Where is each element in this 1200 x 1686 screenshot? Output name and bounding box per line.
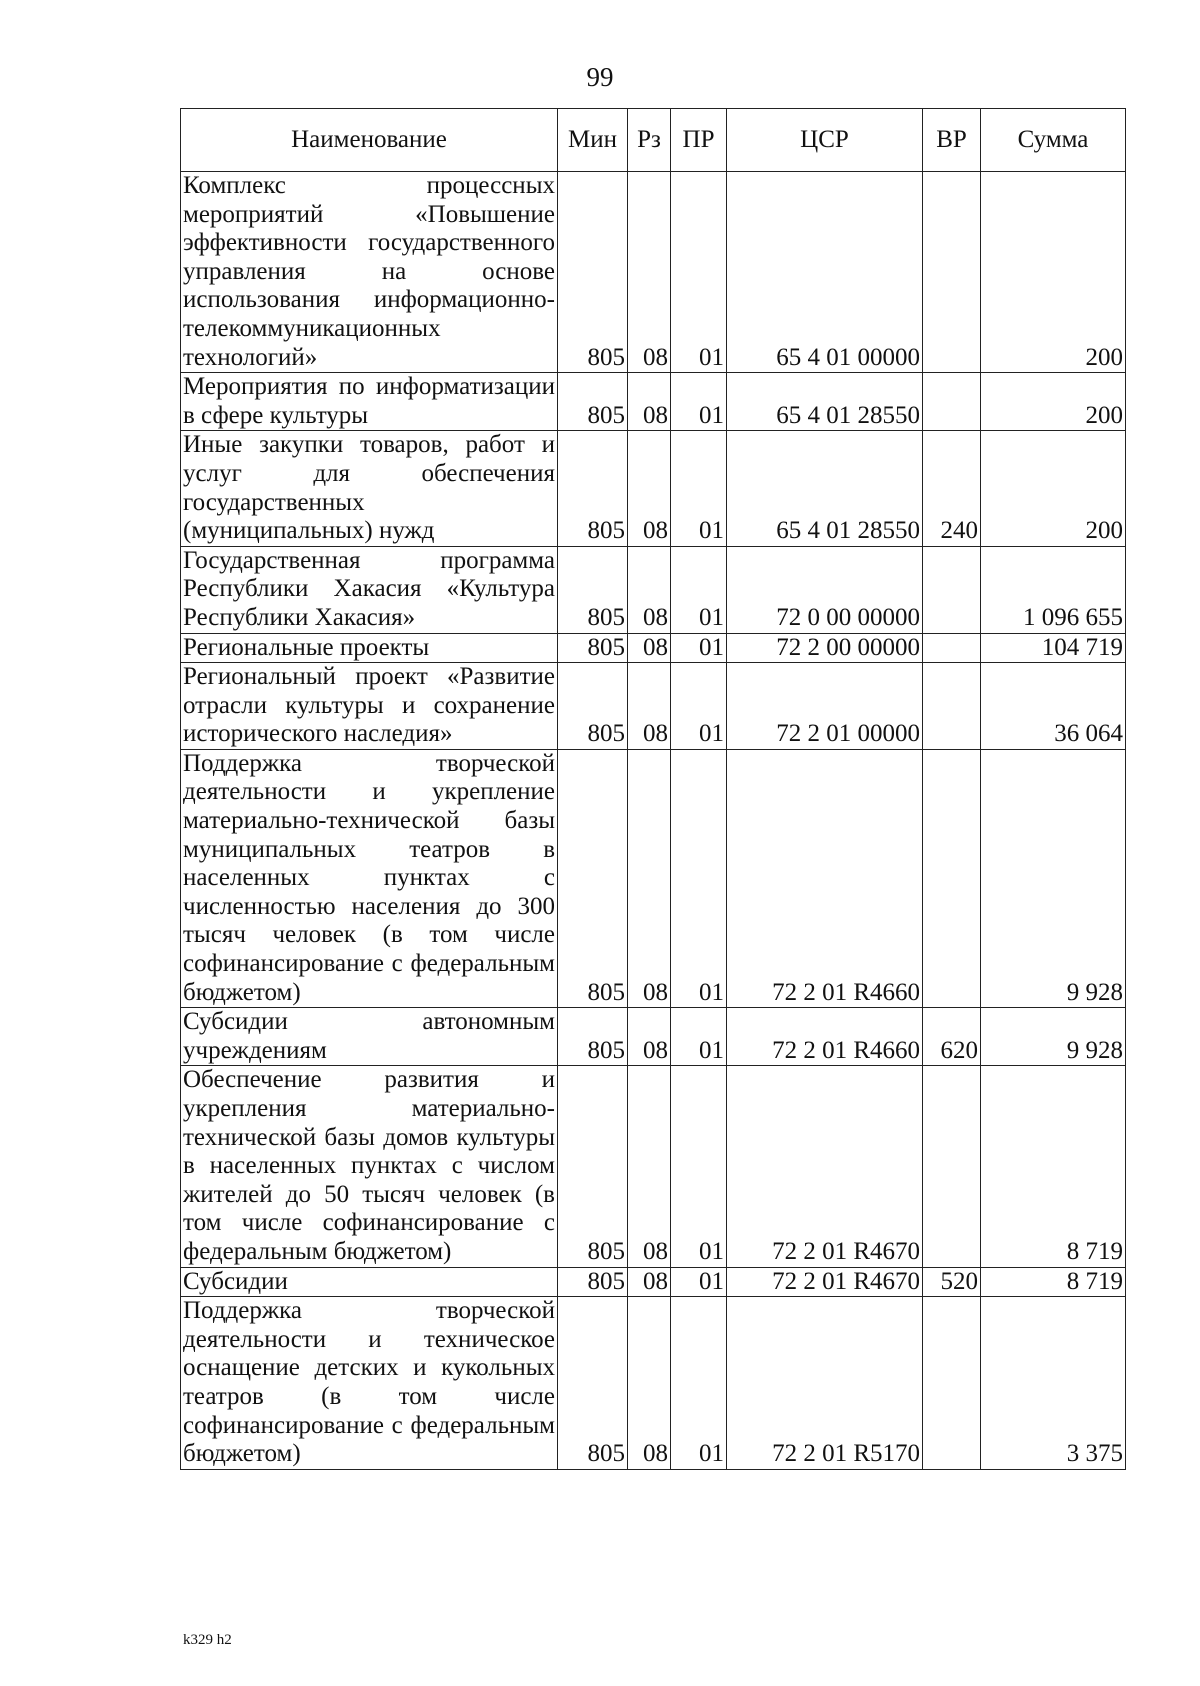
cell-vr: 520 <box>923 1267 981 1297</box>
cell-vr <box>923 1066 981 1267</box>
cell-rz: 08 <box>628 373 671 431</box>
table-row <box>181 172 1126 373</box>
cell-sum: 8 719 <box>981 1267 1126 1297</box>
cell-rz: 08 <box>628 431 671 546</box>
cell-pr: 01 <box>671 172 727 373</box>
cell-csr: 72 2 01 00000 <box>727 663 923 750</box>
cell-name: Иные закупки товаров, работ и услуг для обеспечения государственных (муниципальных) нужд <box>181 431 558 546</box>
cell-min: 805 <box>558 1008 628 1066</box>
cell-min: 805 <box>558 749 628 1007</box>
cell-rz: 08 <box>628 633 671 663</box>
cell-min: 805 <box>558 1267 628 1297</box>
table-row <box>181 1008 1126 1066</box>
header-csr: ЦСР <box>727 109 923 172</box>
cell-pr: 01 <box>671 663 727 750</box>
cell-pr: 01 <box>671 1008 727 1066</box>
cell-min: 805 <box>558 1297 628 1470</box>
cell-vr <box>923 1297 981 1470</box>
cell-sum: 3 375 <box>981 1297 1126 1470</box>
cell-rz: 08 <box>628 172 671 373</box>
cell-min: 805 <box>558 663 628 750</box>
cell-sum: 9 928 <box>981 1008 1126 1066</box>
cell-name: Мероприятия по информатизации в сфере культуры <box>181 373 558 431</box>
cell-name: Поддержка творческой деятельности и укрепление материально-технической базы муниципальных театров в населенных пунктах с численностью населения до 300 тысяч человек (в том числе софинансирование с федеральным бюджетом) <box>181 749 558 1007</box>
cell-rz: 08 <box>628 1267 671 1297</box>
cell-csr: 72 2 00 00000 <box>727 633 923 663</box>
table-row <box>181 663 1126 750</box>
cell-csr: 65 4 01 28550 <box>727 431 923 546</box>
table-row <box>181 1066 1126 1267</box>
cell-pr: 01 <box>671 431 727 546</box>
cell-name: Региональный проект «Развитие отрасли культуры и сохранение исторического наследия» <box>181 663 558 750</box>
cell-sum: 36 064 <box>981 663 1126 750</box>
cell-rz: 08 <box>628 1297 671 1470</box>
table-row <box>181 431 1126 546</box>
cell-min: 805 <box>558 633 628 663</box>
cell-sum: 104 719 <box>981 633 1126 663</box>
table-row <box>181 373 1126 431</box>
cell-name: Обеспечение развития и укрепления материально-технической базы домов культуры в населенных пунктах с числом жителей до 50 тысяч человек (в том числе софинансирование с федеральным бюджетом) <box>181 1066 558 1267</box>
table-body <box>181 172 1126 1470</box>
cell-min: 805 <box>558 431 628 546</box>
header-min: Мин <box>558 109 628 172</box>
cell-csr: 72 2 01 R4670 <box>727 1267 923 1297</box>
cell-min: 805 <box>558 546 628 633</box>
footer-code: k329 h2 <box>183 1632 232 1648</box>
cell-rz: 08 <box>628 663 671 750</box>
cell-min: 805 <box>558 172 628 373</box>
cell-pr: 01 <box>671 1267 727 1297</box>
page-number: 99 <box>586 62 614 92</box>
cell-rz: 08 <box>628 1008 671 1066</box>
table-row <box>181 1267 1126 1297</box>
header-pr: ПР <box>671 109 727 172</box>
cell-vr <box>923 373 981 431</box>
table-row <box>181 1297 1126 1470</box>
cell-csr: 65 4 01 00000 <box>727 172 923 373</box>
table-row <box>181 546 1126 633</box>
cell-name: Государственная программа Республики Хакасия «Культура Республики Хакасия» <box>181 546 558 633</box>
header-rz: Рз <box>628 109 671 172</box>
cell-csr: 72 2 01 R4670 <box>727 1066 923 1267</box>
cell-vr: 620 <box>923 1008 981 1066</box>
cell-csr: 72 0 00 00000 <box>727 546 923 633</box>
cell-rz: 08 <box>628 546 671 633</box>
cell-pr: 01 <box>671 633 727 663</box>
cell-sum: 1 096 655 <box>981 546 1126 633</box>
cell-pr: 01 <box>671 546 727 633</box>
cell-vr: 240 <box>923 431 981 546</box>
budget-table <box>180 108 1126 1470</box>
cell-vr <box>923 633 981 663</box>
cell-pr: 01 <box>671 373 727 431</box>
cell-sum: 200 <box>981 172 1126 373</box>
cell-csr: 65 4 01 28550 <box>727 373 923 431</box>
cell-sum: 9 928 <box>981 749 1126 1007</box>
table-row <box>181 633 1126 663</box>
cell-name: Субсидии автономным учреждениям <box>181 1008 558 1066</box>
header-row <box>181 109 1126 172</box>
header-sum: Сумма <box>981 109 1126 172</box>
header-vr: ВР <box>923 109 981 172</box>
cell-sum: 200 <box>981 431 1126 546</box>
table-row <box>181 749 1126 1007</box>
cell-pr: 01 <box>671 1297 727 1470</box>
cell-sum: 200 <box>981 373 1126 431</box>
cell-sum: 8 719 <box>981 1066 1126 1267</box>
cell-name: Региональные проекты <box>181 633 558 663</box>
cell-csr: 72 2 01 R4660 <box>727 1008 923 1066</box>
cell-min: 805 <box>558 1066 628 1267</box>
cell-rz: 08 <box>628 749 671 1007</box>
cell-pr: 01 <box>671 1066 727 1267</box>
cell-csr: 72 2 01 R4660 <box>727 749 923 1007</box>
cell-rz: 08 <box>628 1066 671 1267</box>
cell-vr <box>923 663 981 750</box>
cell-name: Поддержка творческой деятельности и техническое оснащение детских и кукольных театров (в том числе софинансирование с федеральным бюджетом) <box>181 1297 558 1470</box>
cell-vr <box>923 172 981 373</box>
cell-name: Комплекс процессных мероприятий «Повышение эффективности государственного управления на основе использования информационно-телекоммуникационных технологий» <box>181 172 558 373</box>
cell-vr <box>923 749 981 1007</box>
header-name: Наименование <box>181 109 558 172</box>
cell-min: 805 <box>558 373 628 431</box>
cell-pr: 01 <box>671 749 727 1007</box>
cell-csr: 72 2 01 R5170 <box>727 1297 923 1470</box>
cell-name: Субсидии <box>181 1267 558 1297</box>
cell-vr <box>923 546 981 633</box>
